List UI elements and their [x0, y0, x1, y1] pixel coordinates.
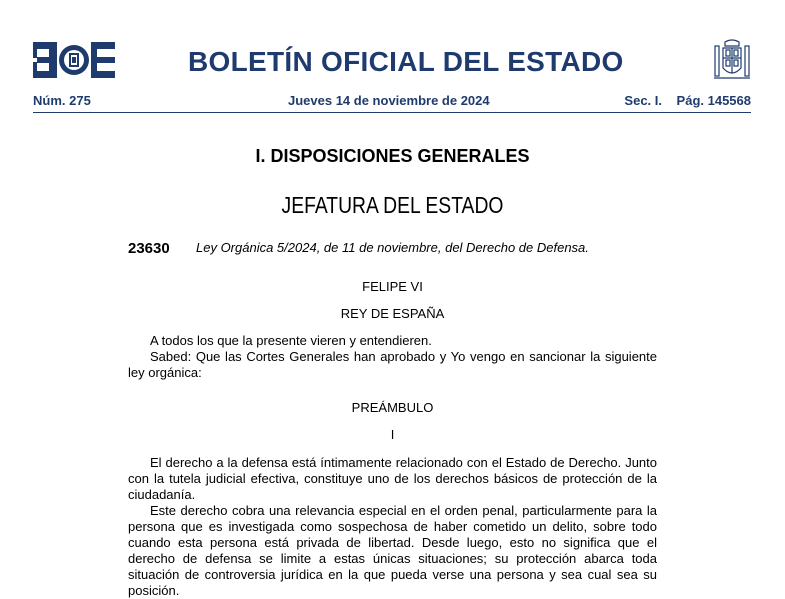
intro-text [128, 333, 657, 381]
law-title: Ley Orgánica 5/2024, de 11 de noviembre, del Derecho de Defensa. [196, 240, 589, 255]
department-title: JEFATURA DEL ESTADO [281, 192, 504, 218]
header-divider [33, 112, 751, 113]
king-name: FELIPE VI [362, 279, 423, 294]
issue-metadata [33, 93, 751, 111]
page-header [33, 38, 751, 82]
body-paragraph: El derecho a la defensa está íntimamente relacionado con el Estado de Derecho. Junto con la tutela judicial efectiva, constituye uno de los derechos básicos de protección de la ciudadanía. [128, 455, 657, 502]
section-label: Sec. I. [624, 93, 662, 108]
page-number: Pág. 145568 [676, 93, 751, 108]
intro-paragraph: A todos los que la presente vieren y entendieren. [150, 333, 432, 348]
preamble-heading: PREÁMBULO [351, 400, 434, 415]
issue-number: Núm. 275 [33, 93, 91, 108]
gazette-title: BOLETÍN OFICIAL DEL ESTADO [188, 46, 624, 77]
coat-of-arms-icon [713, 38, 751, 82]
issue-date: Jueves 14 de noviembre de 2024 [288, 93, 490, 108]
king-title: REY DE ESPAÑA [340, 306, 445, 321]
preamble-text [128, 455, 657, 599]
body-paragraph: Este derecho cobra una relevancia especial en el orden penal, particularmente para la persona que es investigada como sospechosa de haber cometido un delito, sobre todo cuando esta persona está privada de libertad. Desde luego, esto no significa que el derecho de defensa se limite a estas únicas situaciones; su protección abarca toda situación de controversia jurídica en la que pueda verse una persona y sea cual sea su posición. [128, 503, 657, 598]
boe-logo-icon [33, 42, 115, 78]
law-number: 23630 [128, 240, 170, 257]
preamble-part: I [390, 427, 395, 442]
section-title: I. DISPOSICIONES GENERALES [255, 146, 530, 166]
intro-paragraph: Sabed: Que las Cortes Generales han aprobado y Yo vengo en sancionar la siguiente ley orgánica: [128, 349, 657, 380]
